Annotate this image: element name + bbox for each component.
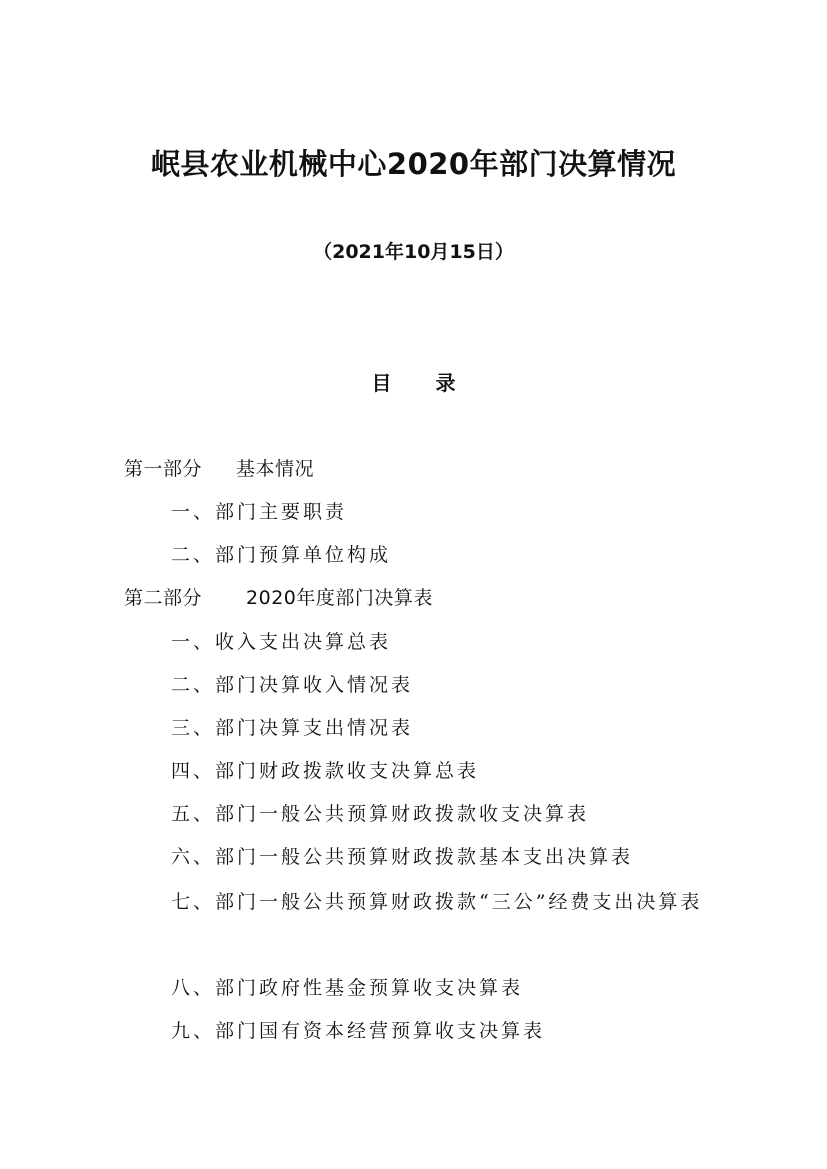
toc-heading-left: 目 xyxy=(371,371,392,395)
toc-item: 八、部门政府性基金预算收支决算表 xyxy=(171,977,524,999)
toc-part-2-title: 2020年度部门决算表 xyxy=(246,587,433,609)
toc-part-2-label: 第二部分 xyxy=(124,587,203,609)
table-of-contents-heading xyxy=(0,368,827,398)
toc-item: 一、部门主要职责 xyxy=(171,501,348,523)
toc-item: 二、部门决算收入情况表 xyxy=(171,674,414,696)
toc-part-1 xyxy=(124,455,314,483)
toc-part-1-label: 第一部分 xyxy=(124,458,203,480)
toc-part-2 xyxy=(124,584,433,612)
document-title: 岷县农业机械中心2020年部门决算情况 xyxy=(150,147,677,181)
document-date: （2021年10月15日） xyxy=(313,241,514,263)
toc-item: 三、部门决算支出情况表 xyxy=(171,717,414,739)
toc-item: 一、收入支出决算总表 xyxy=(171,631,392,653)
toc-item: 五、部门一般公共预算财政拨款收支决算表 xyxy=(171,803,590,825)
toc-part-1-title: 基本情况 xyxy=(236,458,315,480)
toc-heading-right: 录 xyxy=(435,371,456,395)
toc-item: 四、部门财政拨款收支决算总表 xyxy=(171,760,480,782)
toc-item: 七、部门一般公共预算财政拨款“三公”经费支出决算表 xyxy=(171,891,703,913)
toc-item: 九、部门国有资本经营预算收支决算表 xyxy=(171,1020,546,1042)
toc-item: 六、部门一般公共预算财政拨款基本支出决算表 xyxy=(171,846,634,868)
toc-item: 二、部门预算单位构成 xyxy=(171,544,392,566)
